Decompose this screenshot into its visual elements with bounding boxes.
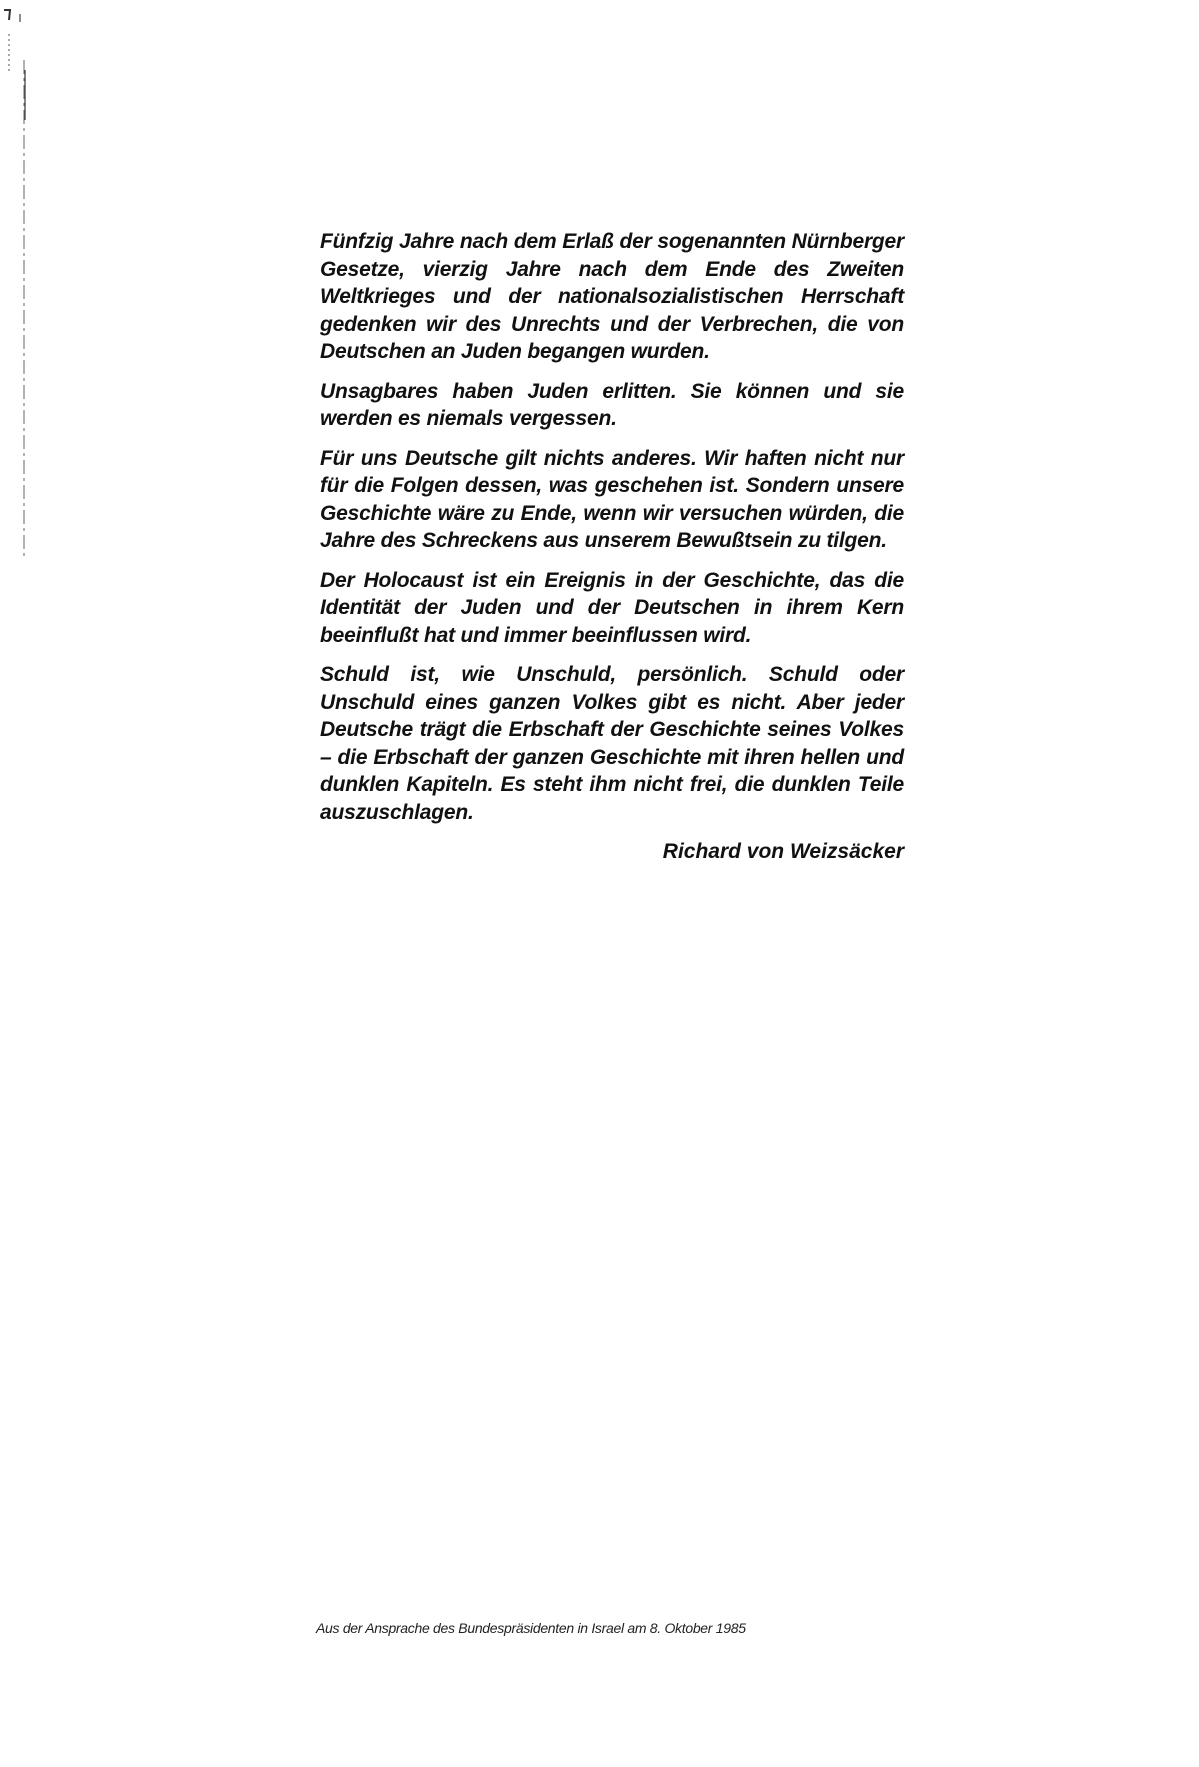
paragraph-2: Unsagbares haben Juden erlitten. Sie können und sie werden es niemals vergessen. (320, 379, 904, 430)
signature: Richard von Weizsäcker (662, 840, 904, 863)
scan-margin-marks (0, 0, 40, 560)
paragraph-1: Fünfzig Jahre nach dem Erlaß der sogenannten Nürnberger Gesetze, vierzig Jahre nach dem Ende des Zweiten Weltkrieges und der nationalsozialistischen Herrschaft gedenken wir des Unrechts und der Verbrechen, die von Deutschen an Juden begangen wurden. (320, 230, 904, 363)
paragraph-3: Für uns Deutsche gilt nichts anderes. Wir haften nicht nur für die Folgen dessen, was geschehen ist. Sondern unsere Geschichte wäre zu Ende, wenn wir versuchen würden, die Jahre des Schreckens aus unserem Bewußtsein zu tilgen. (320, 446, 904, 552)
quote-block (320, 228, 904, 866)
paragraph-4: Der Holocaust ist ein Ereignis in der Geschichte, das die Identität der Juden und der Deutschen in ihrem Kern beeinflußt hat und immer beeinflussen wird. (320, 568, 904, 647)
paragraph-5: Schuld ist, wie Unschuld, persönlich. Schuld oder Unschuld eines ganzen Volkes gibt es nicht. Aber jeder Deutsche trägt die Erbschaft der Geschichte seines Volkes – die Erbschaft der ganzen Geschichte mit ihren hellen und dunklen Kapiteln. Es steht ihm nicht frei, die dunklen Teile auszuschlagen. (320, 663, 904, 824)
source-footnote: Aus der Ansprache des Bundespräsidenten in Israel am 8. Oktober 1985 (316, 1620, 746, 1636)
